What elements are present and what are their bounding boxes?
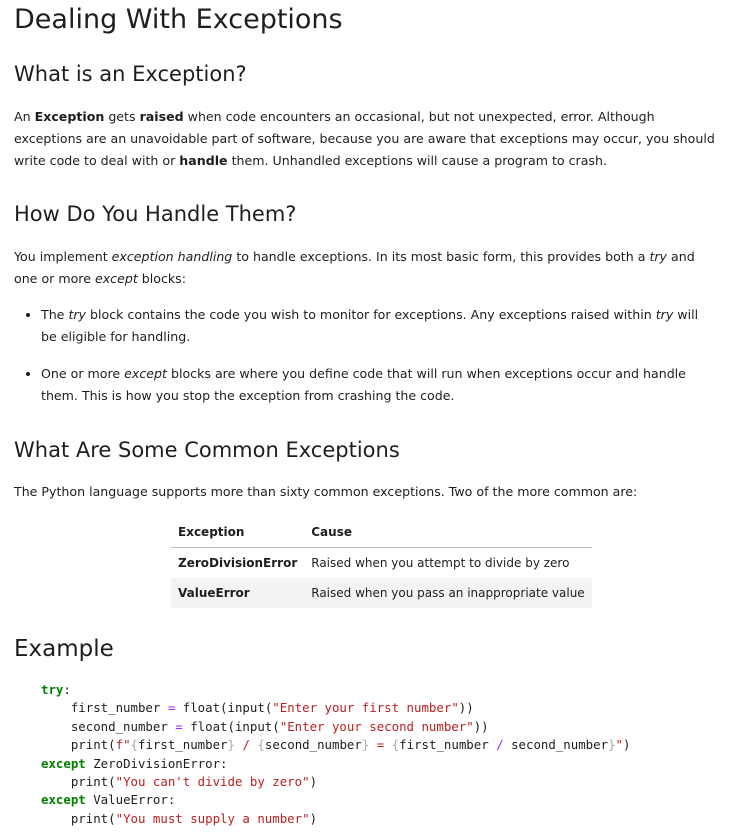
bold-text: raised	[139, 109, 184, 124]
text-run: An	[14, 109, 35, 124]
code-token: float(input(	[182, 718, 280, 734]
code-keyword: except	[41, 792, 86, 808]
code-line	[41, 718, 630, 736]
header-exception: Exception	[171, 517, 304, 548]
text-run: will be eligible for handling.	[41, 307, 699, 344]
text-run: them. Unhandled exceptions will cause a program to crash.	[227, 153, 607, 168]
code-string: =	[369, 737, 392, 753]
code-token: )	[623, 737, 631, 753]
cell-cause: Raised when you attempt to divide by zero	[311, 556, 570, 570]
italic-text: except	[124, 366, 167, 381]
code-line	[41, 681, 630, 699]
heading-example: Example	[14, 636, 114, 662]
code-line	[41, 755, 630, 773]
header-cause: Cause	[304, 517, 591, 548]
code-string: "Enter your first number"	[272, 700, 459, 716]
text-run: gets	[104, 109, 140, 124]
bullet-try	[41, 304, 708, 348]
code-line	[41, 791, 630, 809]
code-token: {	[130, 737, 138, 753]
code-token: }	[227, 737, 235, 753]
handling-bullet-list	[14, 304, 708, 422]
code-string: "	[615, 737, 623, 753]
cell-cause: Raised when you pass an inappropriate value	[304, 578, 591, 608]
code-token: ZeroDivisionError:	[85, 755, 228, 771]
text-run: and one or more	[14, 249, 695, 286]
heading-common-exceptions: What Are Some Common Exceptions	[14, 438, 400, 462]
text-run: to handle exceptions. In its most basic form, this provides both a	[232, 249, 650, 264]
code-line	[41, 699, 630, 717]
text-run: The	[41, 307, 69, 322]
table-row	[171, 578, 592, 608]
text-run: The Python language supports more than sixty common exceptions. Two of the more common are:	[14, 484, 638, 499]
text-run: One or more	[41, 366, 125, 381]
code-token: ))	[458, 700, 474, 716]
para-handling-intro	[14, 246, 718, 290]
code-block	[41, 681, 630, 828]
code-line	[41, 810, 630, 828]
code-token: }	[608, 737, 616, 753]
code-keyword: except	[41, 755, 86, 771]
code-token: {	[257, 737, 265, 753]
code-token: ValueError:	[85, 792, 176, 808]
italic-text: try	[68, 307, 87, 322]
text-run: block contains the code you wish to monitor for exceptions. Any exceptions raised within	[86, 307, 656, 322]
code-token: print(	[41, 737, 116, 753]
code-token: )	[309, 810, 318, 826]
code-token: ))	[473, 718, 489, 734]
italic-text: except	[94, 271, 138, 286]
code-operator: =	[167, 700, 176, 716]
cell-exception: ValueError	[171, 578, 304, 608]
text-run: blocks are where you define code that will run when exceptions occur and handle them. This is how you stop the exception from crashing the code.	[41, 366, 686, 403]
code-string: "You must supply a number"	[115, 810, 310, 826]
code-token: second_number	[41, 718, 176, 734]
code-string: /	[235, 737, 258, 753]
heading-what-is-exception: What is an Exception?	[14, 62, 247, 86]
bold-text: handle	[179, 153, 228, 168]
para-exception-intro	[14, 106, 718, 172]
page-title: Dealing With Exceptions	[14, 4, 343, 35]
code-token: :	[63, 682, 71, 697]
code-token: {	[391, 737, 400, 753]
text-run: when code encounters an occasional, but not unexpected, error. Although exceptions are an unavoidable part of software, because you are aware that exceptions may occur, you should write code to deal with or	[14, 109, 715, 168]
italic-text: exception handling	[111, 249, 233, 264]
exceptions-table	[171, 517, 592, 608]
table-row	[171, 548, 592, 579]
code-token: print(	[41, 774, 116, 790]
bold-text: Exception	[34, 109, 105, 124]
cell-exception: ZeroDivisionError	[178, 556, 298, 570]
code-token: }	[361, 737, 370, 753]
code-keyword: try	[41, 682, 64, 697]
bullet-except	[41, 363, 708, 407]
code-line	[41, 773, 630, 791]
code-token: first_number	[138, 737, 228, 753]
heading-how-handle: How Do You Handle Them?	[14, 202, 297, 226]
code-token: print(	[41, 810, 116, 826]
code-line	[41, 736, 630, 754]
text-run: You implement	[14, 249, 112, 264]
code-string: "You can't divide by zero"	[115, 774, 310, 790]
code-token: )	[309, 774, 318, 790]
italic-text: try	[655, 307, 674, 322]
code-operator: =	[175, 718, 183, 734]
code-token: float(input(	[175, 700, 273, 716]
code-token: first_number	[41, 700, 168, 716]
code-string: f"	[115, 737, 131, 753]
para-common-intro	[14, 481, 718, 503]
code-token: first_number	[399, 737, 497, 753]
code-string: "Enter your second number"	[279, 718, 474, 734]
code-token: second_number	[503, 737, 609, 753]
text-run: blocks:	[137, 271, 186, 286]
italic-text: try	[649, 249, 668, 264]
code-operator: /	[496, 737, 504, 753]
code-token: second_number	[264, 737, 362, 753]
